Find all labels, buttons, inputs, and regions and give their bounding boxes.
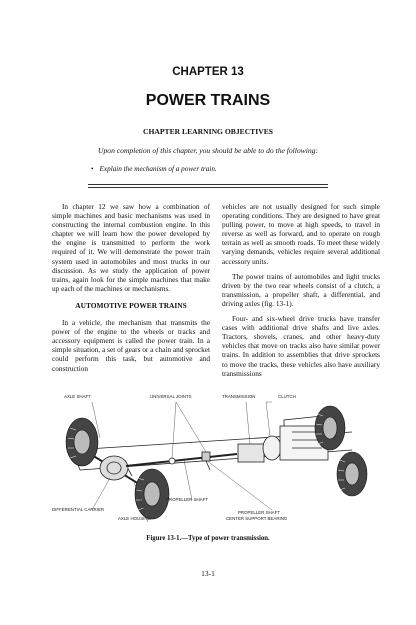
label-propeller-shaft: PROPELLER SHAFT: [166, 497, 208, 502]
heavy-duty-paragraph: Four- and six-wheel drive trucks have transfer cases with additional drive shafts and live axles. Tractors, shovels, cranes, and other heavy-duty vehicles that move on tracks also have similar power trains. In addition to assemblies that drive sprockets to move the tracks, these vehicles also have auxiliary transmissions: [222, 314, 380, 378]
section-heading: AUTOMOTIVE POWER TRAINS: [75, 300, 187, 310]
label-universal-joints: UNIVERSAL JOINTS: [150, 394, 192, 399]
objectives-divider-top: [88, 184, 328, 185]
objectives-list-item: [91, 165, 217, 173]
chapter-title: POWER TRAINS: [145, 92, 271, 109]
label-clutch: CLUTCH: [278, 394, 296, 399]
objectives-divider-bottom: [88, 187, 328, 188]
objectives-intro: Upon completion of this chapter, you should be able to do the following:: [98, 146, 318, 155]
page-number: 13-1: [201, 569, 215, 578]
label-center-support-bearing: CENTER SUPPORT BEARING: [226, 516, 288, 521]
label-differential-carrier: DIFFERENTIAL CARRIER: [52, 507, 105, 512]
power-train-components-paragraph: The power trains of automobiles and light trucks driven by the two rear wheels consist of a clutch, a transmission, a propeller shaft, a differential, and driving axles (fig. 13-1).: [222, 271, 380, 308]
power-train-paragraph: In a vehicle, the mechanism that transmits the power of the engine to the wheels or tracks and accessory equipment is called the power train. In a simple situation, a set of gears or a chain and sprocket could perform this task, but automotive and construction: [52, 318, 210, 373]
power-transmission-figure: [52, 392, 372, 530]
objectives-heading: CHAPTER LEARNING OBJECTIVES: [143, 127, 273, 136]
label-transmission: TRANSMISSION: [222, 394, 256, 399]
chapter-label: CHAPTER 13: [172, 66, 244, 78]
figure-caption: Figure 13-1.—Type of power transmission.: [146, 535, 270, 542]
right-column: [222, 202, 380, 384]
vehicle-demands-paragraph: vehicles are not usually designed for such simple operating conditions. They are designed to have great pulling power, to move at high speeds, to travel in reverse as well as forward, and to operate on rough terrain as well as smooth roads. To meet these widely varying demands, vehicles require several additional accessory units.: [222, 202, 380, 266]
intro-paragraph: In chapter 12 we saw how a combination of simple machines and basic mechanisms was used in constructing the internal combustion engine. In this chapter we will learn how the power developed by the engine is transmitted to perform the work required of it. We will demonstrate the power train system used in automobiles and most trucks in our discussion. As we study the application of power trains, again look for the simple machines that make up each of the machines or mechanisms.: [52, 202, 210, 293]
label-axle-housing: AXLE HOUSING: [118, 516, 151, 521]
objective-text: Explain the mechanism of a power train.: [99, 165, 217, 173]
bullet-icon: •: [91, 165, 94, 173]
left-column: [52, 202, 210, 379]
label-propeller-shaft-2: PROPELLER SHAFT: [238, 510, 280, 515]
label-axle-shaft: AXLE SHAFT: [64, 394, 91, 399]
